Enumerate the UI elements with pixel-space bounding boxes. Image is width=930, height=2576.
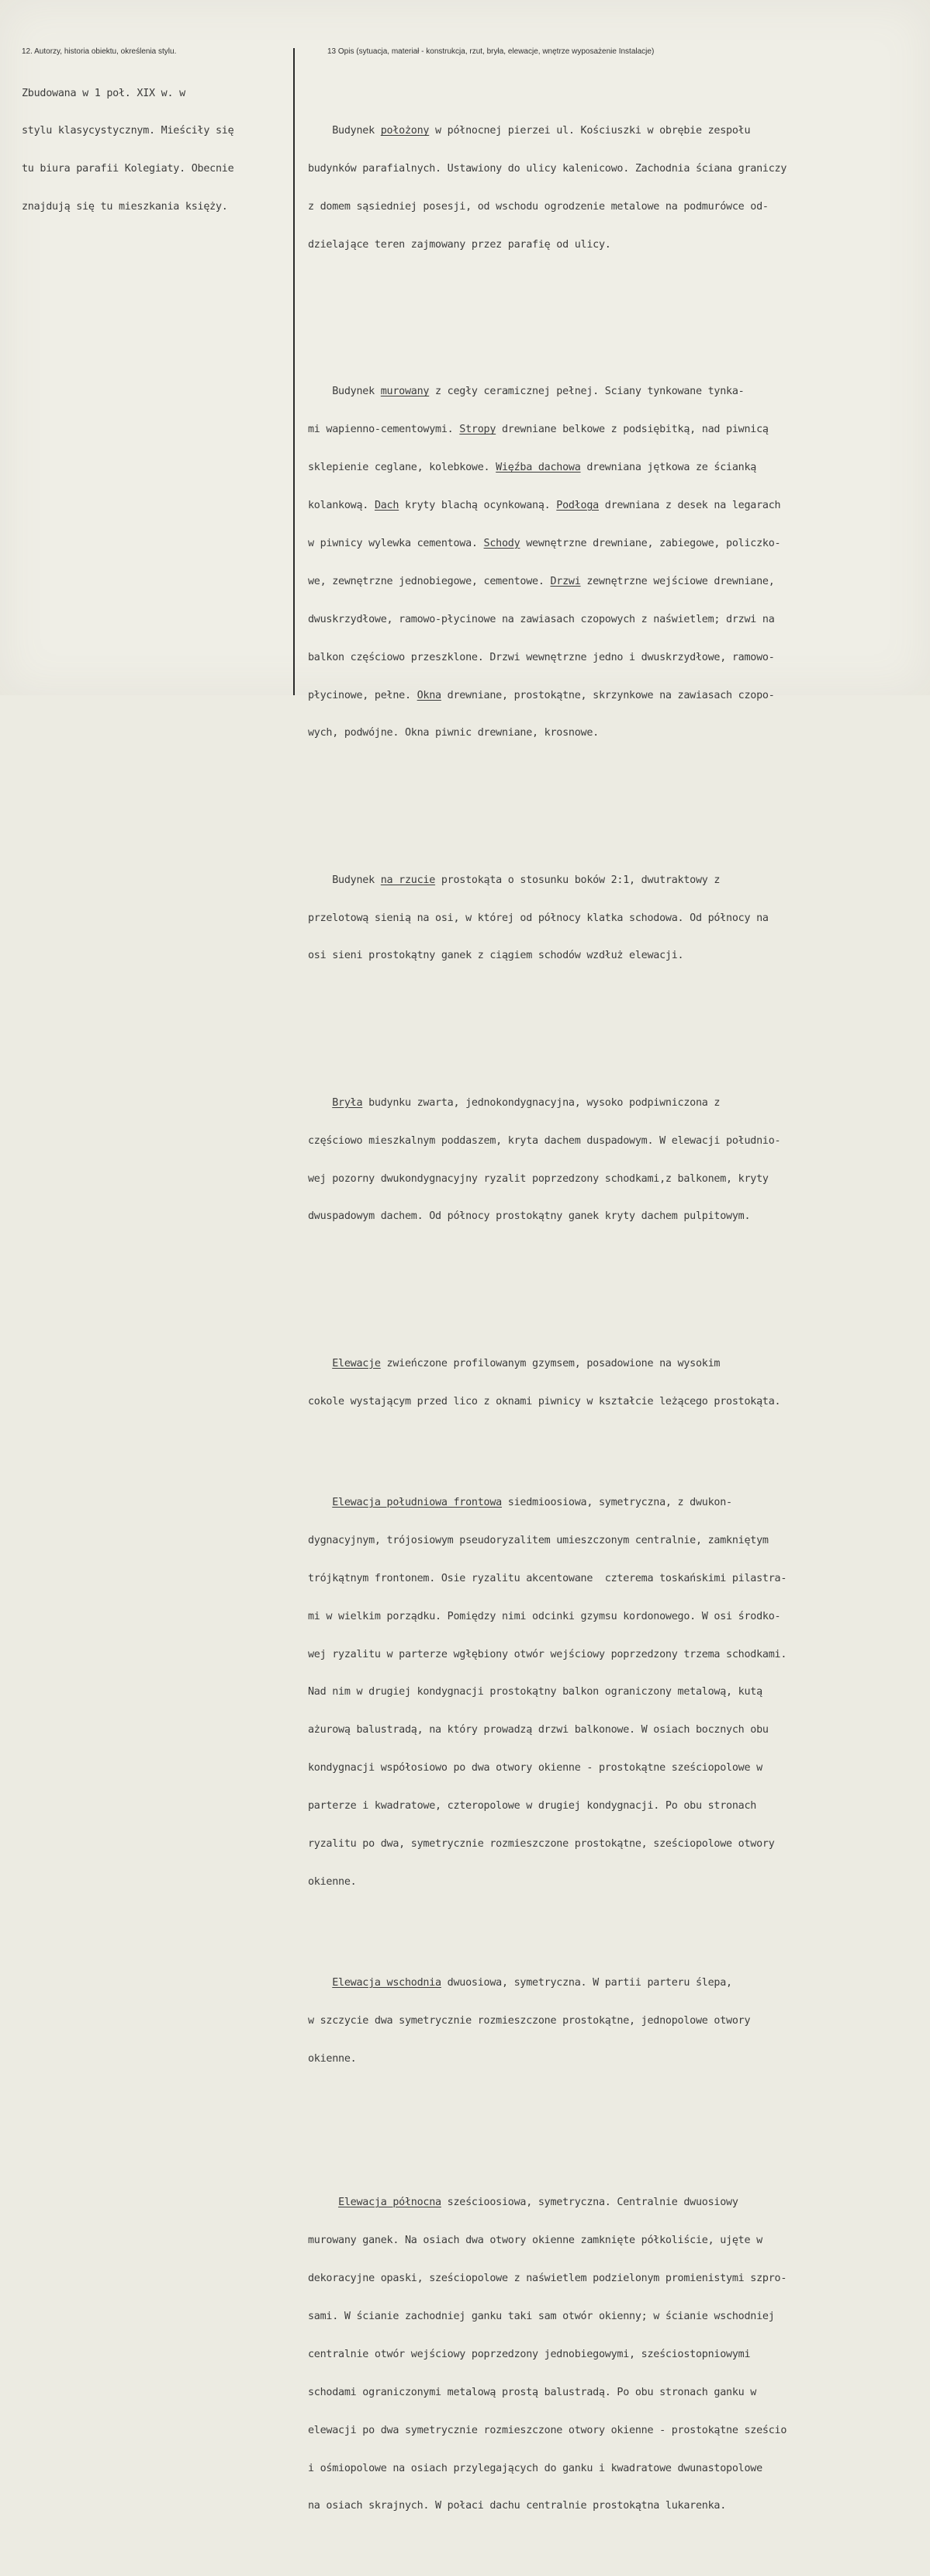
text-line: sklepienie ceglane, kolebkowe. Więźba dachowa drewniana jętkowa ze ścianką [308, 462, 757, 474]
text-line: dwuskrzydłowe, ramowo-płycinowe na zawiasach czopowych z naświetlem; drzwi na [308, 613, 775, 625]
text-line: okienne. [308, 2053, 357, 2065]
text-line: kolankową. Dach kryty blachą ocynkowaną. Podłoga drewniana z desek na legarach [308, 500, 781, 512]
text-line: Budynek na rzucie prostokąta o stosunku boków 2:1, dwutraktowy z [308, 874, 721, 886]
keyword-murowany: murowany [380, 386, 430, 398]
keyword-na-rzucie: na rzucie [380, 874, 436, 886]
paragraph-elevations [308, 1332, 921, 1433]
text-line: wej pozorny dwukondygnacyjny ryzalit poprzedzony schodkami,z balkonem, kryty [308, 1172, 769, 1185]
text-line: Elewacja wschodnia dwuosiowa, symetryczna. W partii parteru ślepa, [332, 1977, 732, 1989]
text-line: cokole wystającym przed lico z oknami piwnicy w kształcie leżącego prostokąta. [308, 1395, 781, 1407]
text-line: znajdują się tu mieszkania księży. [22, 201, 228, 213]
text-line: elewacji po dwa symetrycznie rozmieszczone otwory okienne - prostokątne sześcio [308, 2424, 787, 2436]
paragraph-north-elevation [308, 2172, 921, 2539]
text-line: okienne. [308, 1875, 357, 1888]
paragraph-location [308, 100, 921, 277]
section-13-header: 13 Opis (sytuacja, materiał - konstrukcja, rzut, bryła, elewacje, wnętrze wyposażenie Instalacje) [327, 47, 655, 56]
text-line: tu biura parafii Kolegiaty. Obecnie [22, 163, 234, 175]
text-line: we, zewnętrzne jednobiegowe, cementowe. Drzwi zewnętrzne wejściowe drewniane, [308, 575, 775, 587]
keyword-bryla: Bryła [332, 1096, 363, 1109]
text-line: sami. W ścianie zachodniej ganku taki sam otwór okienny; w ścianie wschodniej [308, 2310, 775, 2322]
text-line: kondygnacji współosiowo po dwa otwory okienne - prostokątne sześciopolowe w [308, 1762, 762, 1774]
text-line: balkon częściowo przeszklone. Drzwi wewnętrzne jedno i dwuskrzydłowe, ramowo- [308, 651, 775, 663]
text-line: Elewacja południowa frontowa siedmioosiowa, symetryczna, z dwukon- [332, 1496, 732, 1508]
paragraph-plan [308, 849, 921, 988]
text-line: częściowo mieszkalnym poddaszem, kryta dachem duspadowym. W elewacji południo- [308, 1134, 781, 1147]
keyword-drzwi: Drzwi [550, 575, 581, 587]
section-12-header: 12. Autorzy, historia obiektu, określenia stylu. [22, 47, 177, 56]
keyword-schody: Schody [483, 537, 520, 549]
keyword-podloga: Podłoga [556, 500, 599, 512]
text-line: murowany ganek. Na osiach dwa otwory okienne zamknięte półkoliście, ujęte w [308, 2235, 762, 2247]
text-line: dzielające teren zajmowany przez parafię od ulicy. [308, 239, 611, 251]
text-line: mi wapienno-cementowymi. Stropy drewniane belkowe z podsiębitką, nad piwnicą [308, 424, 769, 436]
text-line: z domem sąsiedniej posesji, od wschodu ogrodzenie metalowe na podmurówce od- [308, 201, 769, 213]
paragraph-south-elevation [308, 1471, 921, 1913]
text-line: Nad nim w drugiej kondygnacji prostokątny balkon ograniczony metalową, kutą [308, 1686, 762, 1698]
keyword-polozony: położony [380, 125, 430, 137]
text-line: wej ryzalitu w parterze wgłębiony otwór wejściowy poprzedzony trzema schodkami. [308, 1648, 787, 1660]
text-line: w szczycie dwa symetrycznie rozmieszczone prostokątne, jednopolowe otwory [308, 2015, 751, 2027]
text-line: Budynek położony w północnej pierzei ul. Kościuszki w obrębie zespołu [308, 125, 751, 137]
paragraph-east-elevation [308, 1952, 921, 2091]
keyword-elewacja-polnocna: Elewacja północna [338, 2197, 441, 2209]
text-line: na osiach skrajnych. W połaci dachu centralnie prostokątna lukarenka. [308, 2500, 727, 2512]
text-line: w piwnicy wylewka cementowa. Schody wewnętrzne drewniane, zabiegowe, policzko- [308, 537, 781, 549]
text-line: ryzalitu po dwa, symetrycznie rozmieszczone prostokątne, sześciopolowe otwory [308, 1837, 775, 1850]
text-line: ażurową balustradą, na który prowadzą drzwi balkonowe. W osiach bocznych obu [308, 1724, 769, 1736]
keyword-okna: Okna [417, 689, 441, 701]
text-line: osi sieni prostokątny ganek z ciągiem schodów wzdłuż elewacji. [308, 950, 684, 962]
text-line: Zbudowana w 1 poł. XIX w. w [22, 87, 185, 99]
paragraph-massing [308, 1072, 921, 1248]
text-line: mi w wielkim porządku. Pomiędzy nimi odcinki gzymsu kordonowego. W osi środko- [308, 1610, 781, 1622]
keyword-elewacja-poludniowa: Elewacja południowa frontowa [332, 1496, 502, 1508]
keyword-elewacja-wschodnia: Elewacja wschodnia [332, 1977, 441, 1989]
text-line: przelotową sienią na osi, w której od północy klatka schodowa. Od północy na [308, 912, 769, 924]
section-13-text [308, 62, 921, 2576]
text-line: Budynek murowany z cegły ceramicznej pełnej. Sciany tynkowane tynka- [308, 386, 745, 398]
text-line: wych, podwójne. Okna piwnic drewniane, krosnowe. [308, 727, 599, 739]
paragraph-construction [308, 361, 921, 766]
keyword-dach: Dach [374, 500, 399, 512]
section-12-text [22, 62, 289, 239]
text-line: dygnacyjnym, trójosiowym pseudoryzalitem umieszczonym centralnie, zamkniętym [308, 1534, 769, 1546]
keyword-elewacje: Elewacje [332, 1357, 381, 1369]
text-line: dekoracyjne opaski, sześciopolowe z naświetlem podzielonym promienistymi szpro- [308, 2273, 787, 2285]
text-line: stylu klasycystycznym. Mieściły się [22, 125, 234, 137]
column-divider [293, 48, 295, 695]
text-line: Elewacja północna sześcioosiowa, symetryczna. Centralnie dwuosiowy [338, 2197, 738, 2209]
text-line: budynków parafialnych. Ustawiony do ulicy kalenicowo. Zachodnia ściana graniczy [308, 163, 787, 175]
text-line: trójkątnym frontonem. Osie ryzalitu akcentowane czterema toskańskimi pilastra- [308, 1572, 787, 1584]
keyword-wiezba: Więźba dachowa [496, 462, 581, 474]
text-line: płycinowe, pełne. Okna drewniane, prostokątne, skrzynkowe na zawiasach czopo- [308, 689, 775, 701]
text-line: dwuspadowym dachem. Od północy prostokątny ganek kryty dachem pulpitowym. [308, 1210, 751, 1223]
text-line: schodami ograniczonymi metalową prostą balustradą. Po obu stronach ganku w [308, 2386, 757, 2398]
text-line: centralnie otwór wejściowy poprzedzony jednobiegowymi, sześciostopniowymi [308, 2348, 751, 2360]
text-line: Bryła budynku zwarta, jednokondygnacyjna, wysoko podpiwniczona z [332, 1096, 721, 1109]
text-line: Elewacje zwieńczone profilowanym gzymsem, posadowione na wysokim [332, 1357, 721, 1369]
keyword-stropy: Stropy [459, 424, 496, 436]
text-line: i ośmiopolowe na osiach przylegających do ganku i kwadratowe dwunastopolowe [308, 2462, 762, 2474]
text-line: parterze i kwadratowe, czteropolowe w drugiej kondygnacji. Po obu stronach [308, 1800, 757, 1813]
